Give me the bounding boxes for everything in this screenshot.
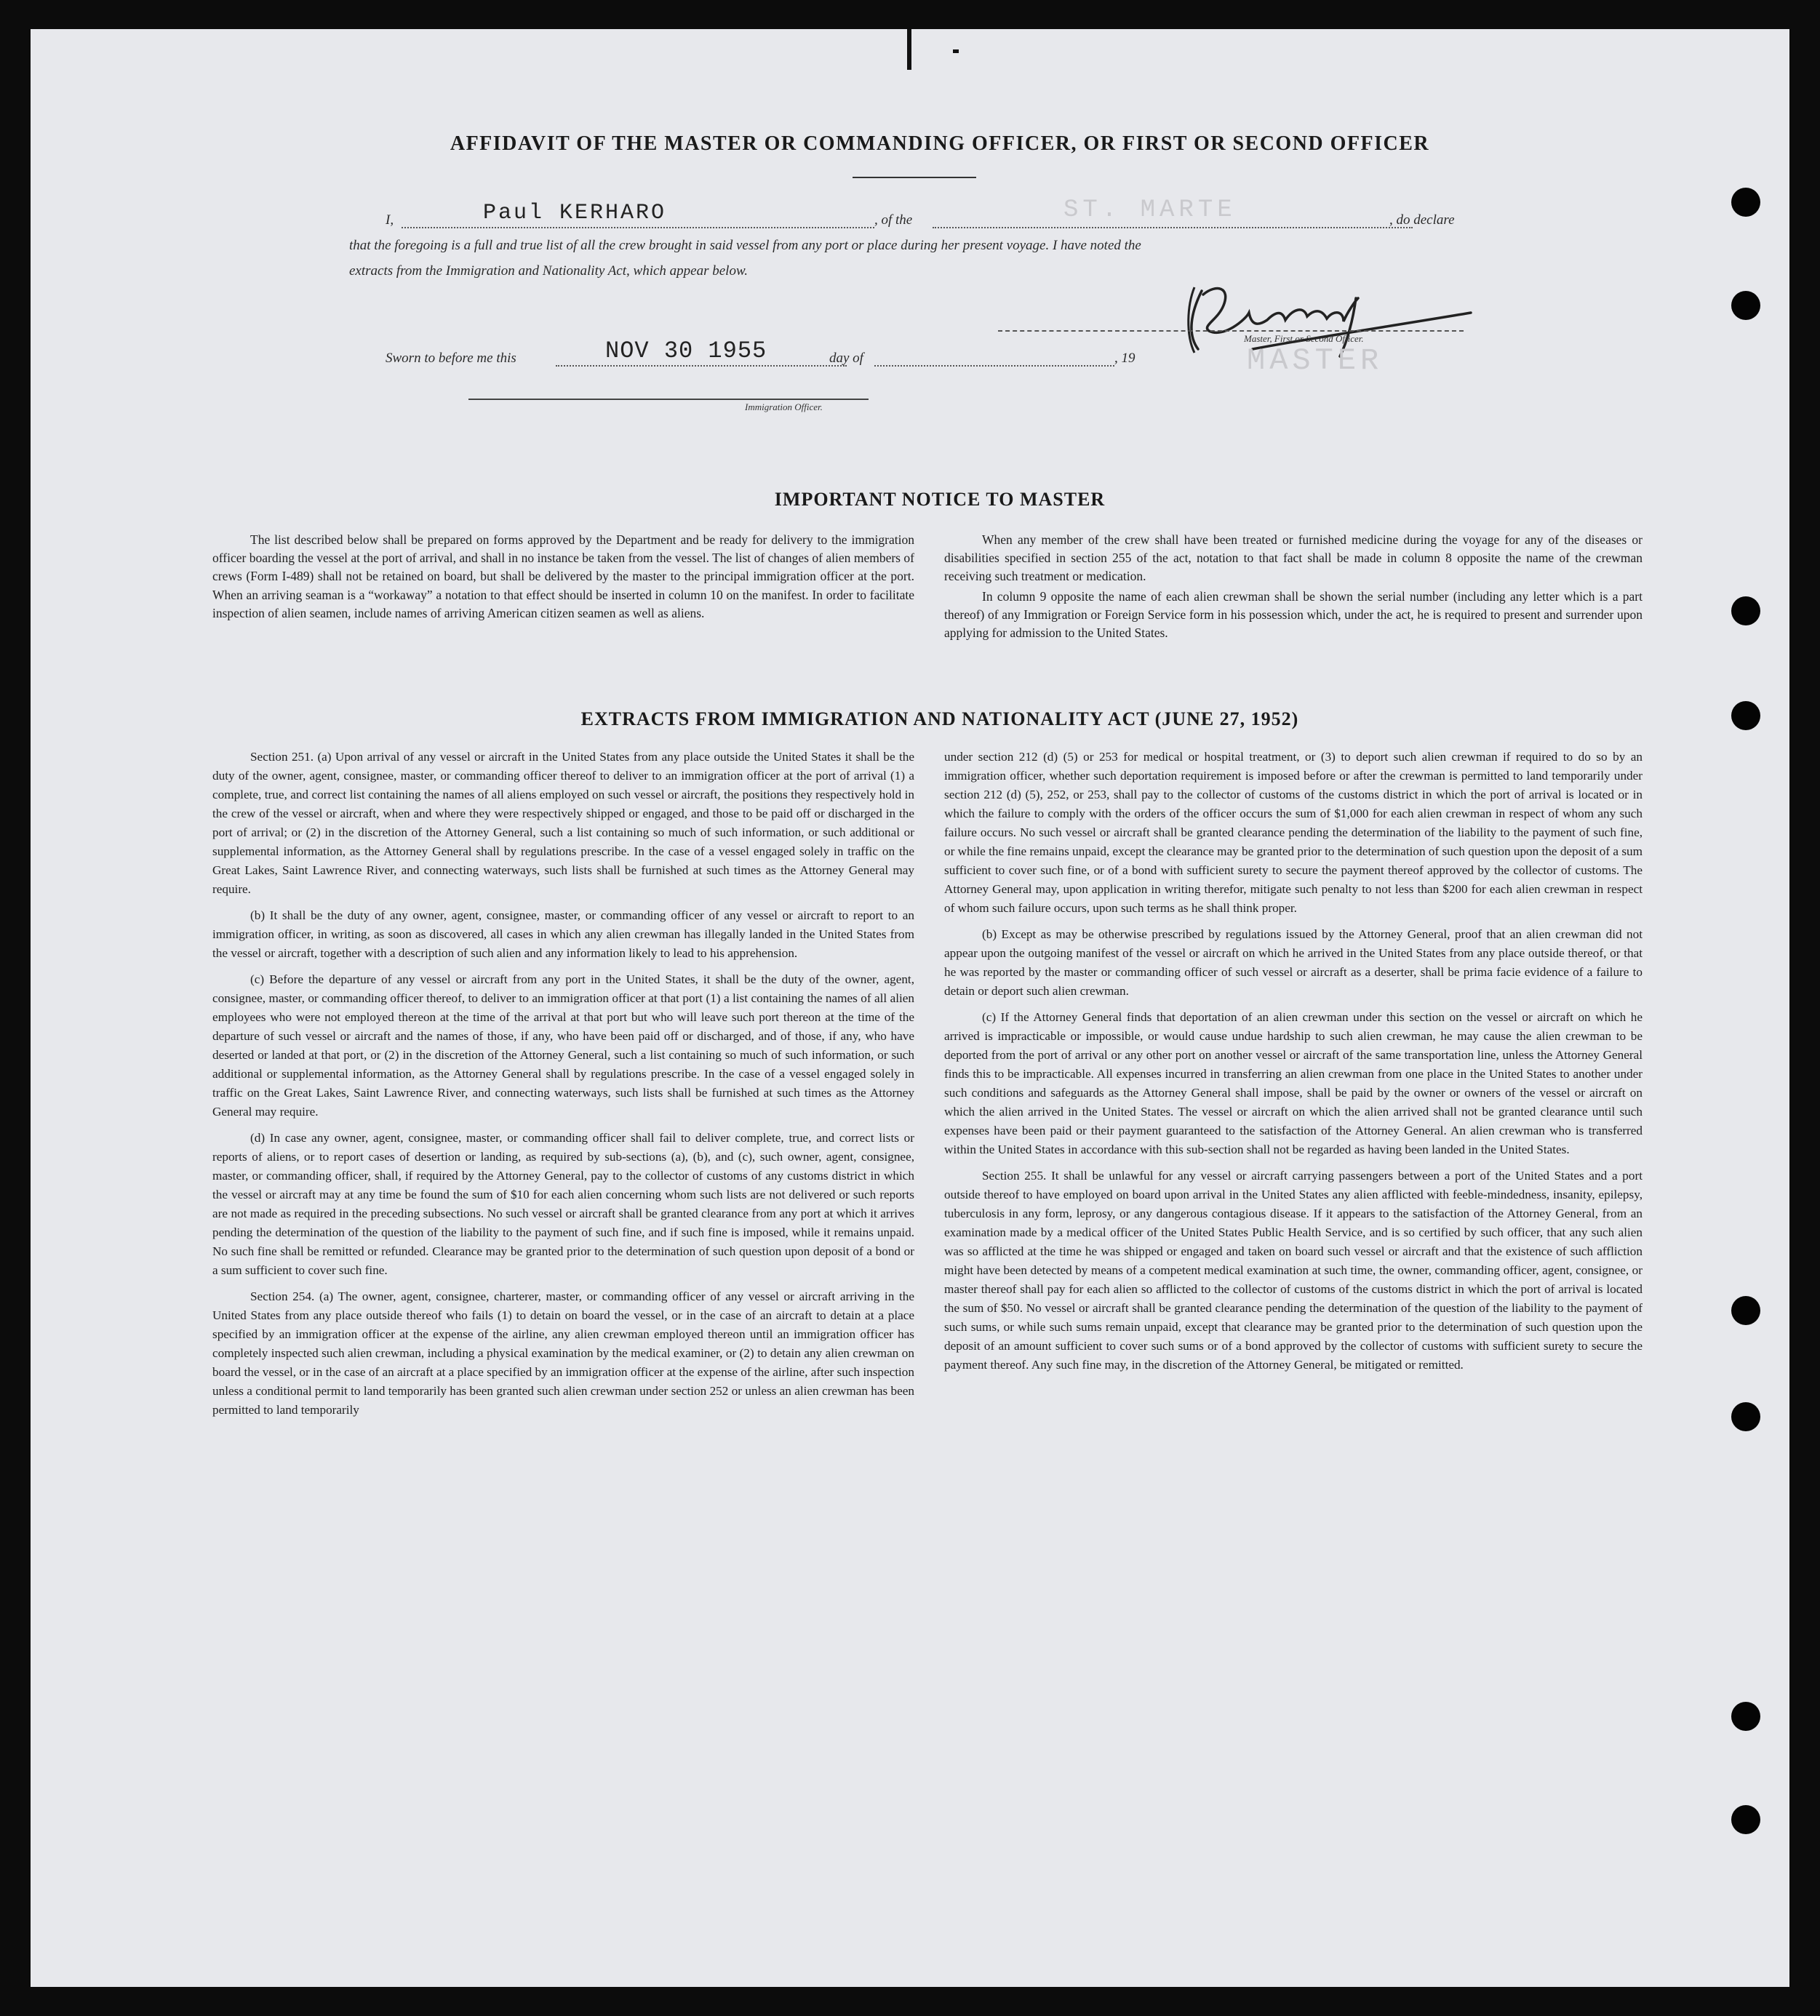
month-line: [874, 365, 1114, 367]
master-name: Paul KERHARO: [483, 201, 667, 225]
extracts-heading: EXTRACTS FROM IMMIGRATION AND NATIONALITY ACT (JUNE 27, 1952): [580, 708, 1299, 729]
name-line: [402, 227, 874, 228]
binder-hole: [1731, 1805, 1760, 1834]
i-label: I,: [386, 212, 394, 228]
title-divider: [853, 177, 976, 178]
notice-left-paragraph: The list described below shall be prepared on forms approved by the Department and be ready for delivery to the immigration officer boarding the vessel at the port of arrival, and shall in no instance be taken from the vessel. The list of changes of alien members of crews (Form I-489) shall not be retained on board, but shall be delivered by the master to the principal immigration officer at the port. When an arriving seaman is a “workaway” a notation to that effect should be inserted in column 10 on the manifest. In order to facilitate inspection of alien seamen, include names of arriving American citizen seamen as well as aliens.: [212, 532, 914, 620]
binder-hole: [1731, 1402, 1760, 1431]
vessel-line: [933, 227, 1413, 228]
extract-paragraph: Section 251. (a) Upon arrival of any vessel or aircraft in the United States from any place outside the United States it shall be the duty of the owner, agent, consignee, master, or commanding officer thereof to deliver to an immigration officer at the port of arrival (1) a complete, true, and correct list containing the names of all aliens employed on such vessel or aircraft, the positions they respectively hold in the crew of the vessel or aircraft, when and where they were respectively shipped or engaged, and those to be paid off or discharged in the port of arrival; or (2) in the discretion of the Attorney General, such a list containing so much of such information, or such additional or supplemental information, as the Attorney General shall by regulations prescribe. In the case of a vessel engaged solely in traffic on the Great Lakes, Saint Lawrence River, and connecting waterways, such lists shall be furnished at such times as the Attorney General may require.: [212, 750, 914, 896]
binder-hole: [1731, 1296, 1760, 1325]
sworn-label: Sworn to before me this: [386, 351, 516, 366]
affidavit-title: AFFIDAVIT OF THE MASTER OR COMMANDING OFFICER, OR FIRST OR SECOND OFFICER: [450, 132, 1430, 155]
extract-paragraph: (d) In case any owner, agent, consignee, master, or commanding officer shall fail to deliver complete, true, and correct lists or reports of aliens, or to report cases of desertion or landing, as required by sub-sections (a), (b), and (c), such owner, agent, consignee, master, or commanding officer, shall, if required by the Attorney General, pay to the collector of customs of any customs district in which the vessel or aircraft may at any time be found the sum of $10 for each alien concerning whom such lists are not delivered or such reports are not made as required in the preceding subsections. No such vessel or aircraft shall be granted clearance from any port at which it arrives pending the determination of the question of the liability to the payment of such fine, and if such fine is imposed, while it remains unpaid. No such fine shall be remitted or refunded. Clearance may be granted prior to the determination of such question upon deposit of a bond or a sum sufficient to cover such fine.: [212, 1131, 914, 1277]
vessel-name: ST. MARTE: [1063, 196, 1237, 224]
immigration-officer-line: [468, 399, 869, 400]
affidavit-line-2: that the foregoing is a full and true list of all the crew brought in said vessel from any port or place during her present voyage. I have noted the: [349, 238, 1141, 253]
extracts-left-column: [212, 748, 914, 1427]
scan-mark: [907, 29, 911, 70]
binder-hole: [1731, 596, 1760, 625]
of-the-label: , of the: [874, 212, 913, 228]
extract-paragraph: (c) If the Attorney General finds that deportation of an alien crewman under this section on the vessel or aircraft on which he arrived is impracticable or impossible, or would cause undue hardship to such alien crewman, he may cause the alien crewman to be deported from the port of arrival or any other port on another vessel or aircraft of the same transportation line, unless the Attorney General finds this to be impracticable. All expenses incurred in transferring an alien crewman from one place in the United States to another under such conditions and safeguards as the Attorney General shall impose, shall be paid by the owner or owners of the vessel or aircraft on which the alien arrived in the United States. The vessel or aircraft on which the alien arrived shall not be granted clearance until such expenses have been paid or their payment guaranteed to the satisfaction of the Attorney General. An alien crewman who is transferred within the United States in accordance with this sub-section shall not be regarded as having been landed in the United States.: [944, 1010, 1643, 1156]
extract-paragraph: under section 212 (d) (5) or 253 for medical or hospital treatment, or (3) to deport such alien crewman if required to do so by an immigration officer, whether such deportation requirement is imposed before or after the crewman is permitted to land temporarily under section 212 (d) (5), 252, or 253, shall pay to the collector of customs of the customs district in which the port of arrival is located or in which the failure to comply with the orders of the officer occurs the sum of $1,000 for each alien crewman in respect of whom any such failure occurs. No such vessel or aircraft shall be granted clearance pending the determination of the liability to the payment of such fine, or while the fine remains unpaid, except the clearance may be granted prior to the determination of such question upon the deposit of a sum sufficient to cover such fine, or of a bond with sufficient surety to secure the payment thereof approved by the collector of customs. The Attorney General may, upon application in writing therefor, mitigate such penalty to not less than $200 for each alien crewman in respect of whom such failure occurs, upon such terms as he shall think proper.: [944, 750, 1643, 915]
affidavit-line-3: extracts from the Immigration and Nationality Act, which appear below.: [349, 263, 748, 279]
notice-right-paragraph-1: When any member of the crew shall have been treated or furnished medicine during the voyage for any of the diseases or disabilities specified in section 255 of the act, notation to that fact shall be made in column 8 opposite the name of the crewman receiving such treatment or medication.: [944, 532, 1643, 584]
year-label: , 19: [1114, 351, 1135, 366]
notice-right-column: [944, 531, 1643, 644]
document-page: [31, 29, 1789, 1987]
extract-paragraph: (c) Before the departure of any vessel or aircraft from any port in the United States, it shall be the duty of the owner, agent, consignee, master, or commanding officer thereof, to deliver to an immigration officer at that port (1) a list containing the names of all alien employees who were not employed thereon at the time of the arrival at that port but who will leave such port thereon at the time of the departure of such vessel or aircraft and the names of those, if any, who have been paid off or discharged, and of those, if any, who have deserted or landed at that port, or (2) in the discretion of the Attorney General, such a list containing so much of such information, or such additional or supplemental information, as the Attorney General shall by regulations prescribe. In the case of a vessel engaged solely in traffic on the Great Lakes, Saint Lawrence River, and connecting waterways, such lists shall be furnished at such times as the Attorney General may require.: [212, 972, 914, 1119]
immigration-officer-label: Immigration Officer.: [745, 401, 823, 412]
do-declare-label: , do declare: [1389, 212, 1455, 228]
extract-paragraph: Section 254. (a) The owner, agent, consignee, charterer, master, or commanding officer of any vessel or aircraft arriving in the United States from any place outside thereof who fails (1) to detain on board the vessel, or in the case of an aircraft to detain at a place specified by an immigration officer at the expense of the airline, any alien crewman employed thereon until an immigration officer has completely inspected such alien crewman, including a physical examination by the medical examiner, or (2) to detain any alien crewman on board the vessel, or in the case of an aircraft at a place specified by an immigration officer at the expense of the airline, after such inspection unless a conditional permit to land temporarily has been granted such alien crewman under section 252 or unless an alien crewman has been permitted to land temporarily: [212, 1289, 914, 1417]
binder-hole: [1731, 701, 1760, 730]
sworn-date-line: [556, 365, 847, 367]
extracts-right-column: [944, 748, 1643, 1382]
day-of-label: day of: [829, 351, 863, 366]
sworn-date: NOV 30 1955: [605, 337, 767, 364]
notice-right-paragraph-2: In column 9 opposite the name of each alien crewman shall be shown the serial number (including any letter which is a part thereof) of any Immigration or Foreign Service form in his possession which, under the act, he is required to present and surrender upon applying for admission to the United States.: [944, 588, 1643, 641]
notice-heading: IMPORTANT NOTICE TO MASTER: [774, 489, 1106, 510]
scan-mark: [953, 49, 959, 53]
master-stamp: MASTER: [1247, 343, 1384, 378]
extract-paragraph: (b) Except as may be otherwise prescribed by regulations issued by the Attorney General, proof that an alien crewman did not appear upon the outgoing manifest of the vessel or aircraft on which he arrived in the United States from any place outside thereof, or that he was reported by the master or commanding officer of such vessel or aircraft as a deserter, shall be prima facie evidence of a failure to detain or deport such alien crewman.: [944, 927, 1643, 998]
binder-hole: [1731, 291, 1760, 320]
signature-line: [998, 330, 1464, 332]
binder-hole: [1731, 1702, 1760, 1731]
signer-caption: Master, First or Second Officer.: [1244, 333, 1364, 344]
extract-paragraph: (b) It shall be the duty of any owner, agent, consignee, master, or commanding officer of any vessel or aircraft to report to an immigration officer, in writing, as soon as discovered, all cases in which any alien crewman has illegally landed in the United States from the vessel or aircraft, together with a description of such alien and any information likely to lead to his apprehension.: [212, 908, 914, 960]
binder-hole: [1731, 188, 1760, 217]
extract-paragraph: Section 255. It shall be unlawful for any vessel or aircraft carrying passengers between a port of the United States and a port outside thereof to have employed on board upon arrival in the United States any alien afflicted with feeble-mindedness, insanity, epilepsy, tuberculosis in any form, leprosy, or any dangerous contagious disease. If it appears to the satisfaction of the Attorney General, from an examination made by a medical officer of the United States Public Health Service, and is so certified by such officer, that any such alien was so afflicted at the time he was shipped or engaged and taken on board such vessel or aircraft and that the existence of such affliction might have been detected by means of a competent medical examination at such time, the owner, commanding officer, agent, consignee, or master thereof shall pay for each alien so afflicted to the collector of customs of the customs district in which the port of arrival is located the sum of $50. No vessel or aircraft shall be granted clearance pending the determination of the question of the liability to the payment of such sums, or while such sums remain unpaid, except that clearance may be granted prior to the determination of such question upon the deposit of an amount sufficient to cover such sums or of a bond approved by the collector of customs with sufficient surety to secure the payment thereof. Any such fine may, in the discretion of the Attorney General, be mitigated or remitted.: [944, 1169, 1643, 1372]
notice-left-column: [212, 531, 914, 624]
